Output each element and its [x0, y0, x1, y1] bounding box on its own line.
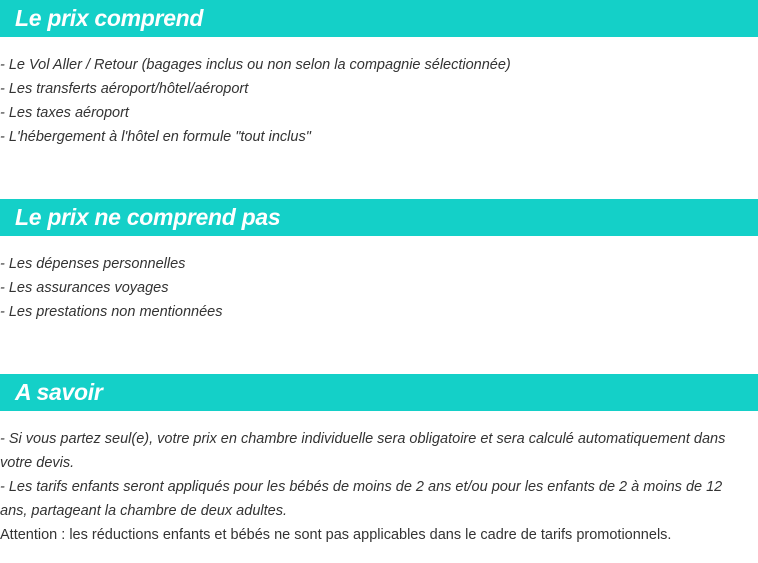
info-paragraph: - Si vous partez seul(e), votre prix en chambre individuelle sera obligatoire et sera calculé automatiquement dans votre devis.: [0, 431, 726, 471]
included-list: [0, 53, 758, 149]
info-section-header: [0, 374, 758, 411]
excluded-section-title: Le prix ne comprend pas: [15, 204, 281, 230]
included-section-title: Le prix comprend: [15, 5, 204, 31]
list-item: - Les taxes aéroport: [0, 105, 129, 121]
list-item: - Les transferts aéroport/hôtel/aéroport: [0, 81, 249, 97]
info-note: Attention : les réductions enfants et bébés ne sont pas applicables dans le cadre de tarifs promotionnels.: [0, 527, 672, 543]
list-item: - Les dépenses personnelles: [0, 256, 186, 272]
included-section-header: [0, 0, 758, 37]
list-item: - Le Vol Aller / Retour (bagages inclus ou non selon la compagnie sélectionnée): [0, 57, 511, 73]
info-paragraph: - Les tarifs enfants seront appliqués pour les bébés de moins de 2 ans et/ou pour les enfants de 2 à moins de 12 ans, partageant la chambre de deux adultes.: [0, 479, 723, 519]
info-section-title: A savoir: [15, 379, 103, 405]
list-item: - Les prestations non mentionnées: [0, 304, 223, 320]
info-block: [0, 427, 752, 547]
excluded-section-header: [0, 199, 758, 236]
list-item: - L'hébergement à l'hôtel en formule "tout inclus": [0, 129, 311, 145]
excluded-list: [0, 252, 758, 324]
list-item: - Les assurances voyages: [0, 280, 169, 296]
